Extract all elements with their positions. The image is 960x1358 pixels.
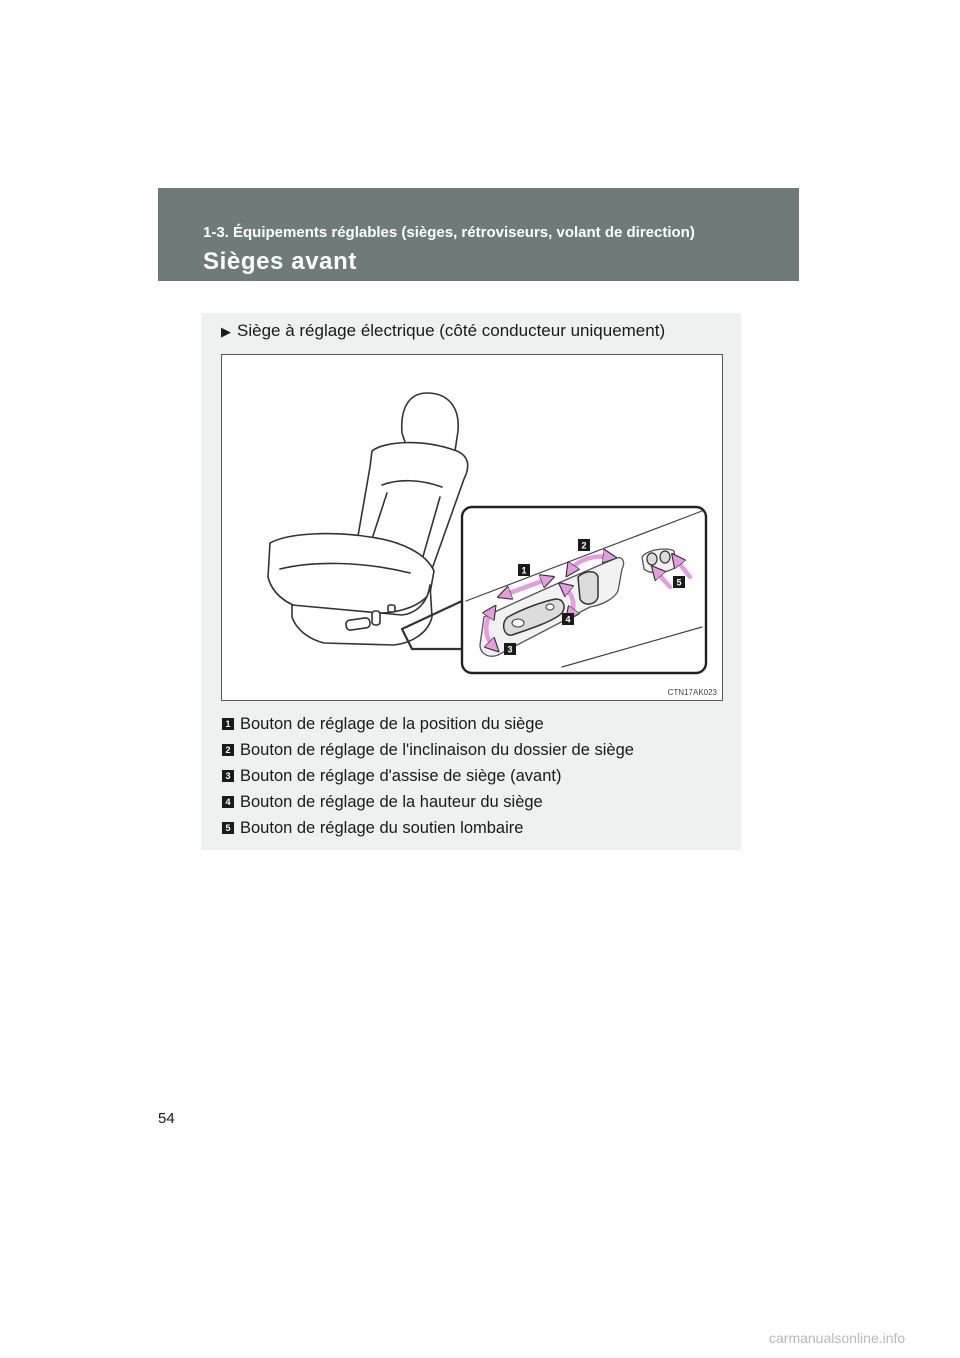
svg-text:3: 3	[507, 644, 513, 655]
subheading	[221, 321, 665, 341]
item-number: 4	[222, 796, 234, 808]
page-number: 54	[158, 1110, 175, 1127]
item-number: 3	[222, 770, 234, 782]
list-item	[222, 789, 732, 815]
seat-drawing	[222, 355, 722, 700]
list-item	[222, 815, 732, 841]
callout-5	[673, 576, 685, 588]
page-title: Sièges avant	[203, 248, 357, 275]
subheading-text: Siège à réglage électrique (côté conducteur uniquement)	[237, 321, 666, 340]
seat-icon	[268, 393, 468, 649]
callout-3	[504, 643, 516, 655]
svg-text:2: 2	[581, 540, 587, 551]
item-text: Bouton de réglage du soutien lombaire	[240, 818, 524, 837]
seat-illustration	[221, 354, 723, 701]
list-item	[222, 737, 732, 763]
list-item	[222, 711, 732, 737]
item-number: 5	[222, 822, 234, 834]
item-number: 2	[222, 744, 234, 756]
callout-4	[562, 613, 574, 625]
figure-code: CTN17AK023	[667, 688, 717, 697]
item-number: 1	[222, 718, 234, 730]
svg-text:5: 5	[676, 577, 682, 588]
section-label: 1-3. Équipements réglables (sièges, rétroviseurs, volant de direction)	[203, 224, 695, 241]
callout-1	[518, 564, 530, 576]
triangle-bullet-icon: ▶	[221, 324, 231, 339]
switch-detail-inset	[462, 507, 706, 673]
legend-list	[222, 711, 732, 841]
svg-text:4: 4	[565, 614, 571, 625]
list-item	[222, 763, 732, 789]
watermark: carmanualsonline.info	[769, 1330, 906, 1346]
item-text: Bouton de réglage de la position du siège	[240, 714, 544, 733]
content-panel	[201, 313, 741, 850]
callout-2	[578, 539, 590, 551]
chapter-header	[158, 188, 799, 281]
item-text: Bouton de réglage d'assise de siège (avant)	[240, 766, 562, 785]
item-text: Bouton de réglage de l'inclinaison du dossier de siège	[240, 740, 634, 759]
item-text: Bouton de réglage de la hauteur du siège	[240, 792, 543, 811]
svg-text:1: 1	[521, 565, 527, 576]
